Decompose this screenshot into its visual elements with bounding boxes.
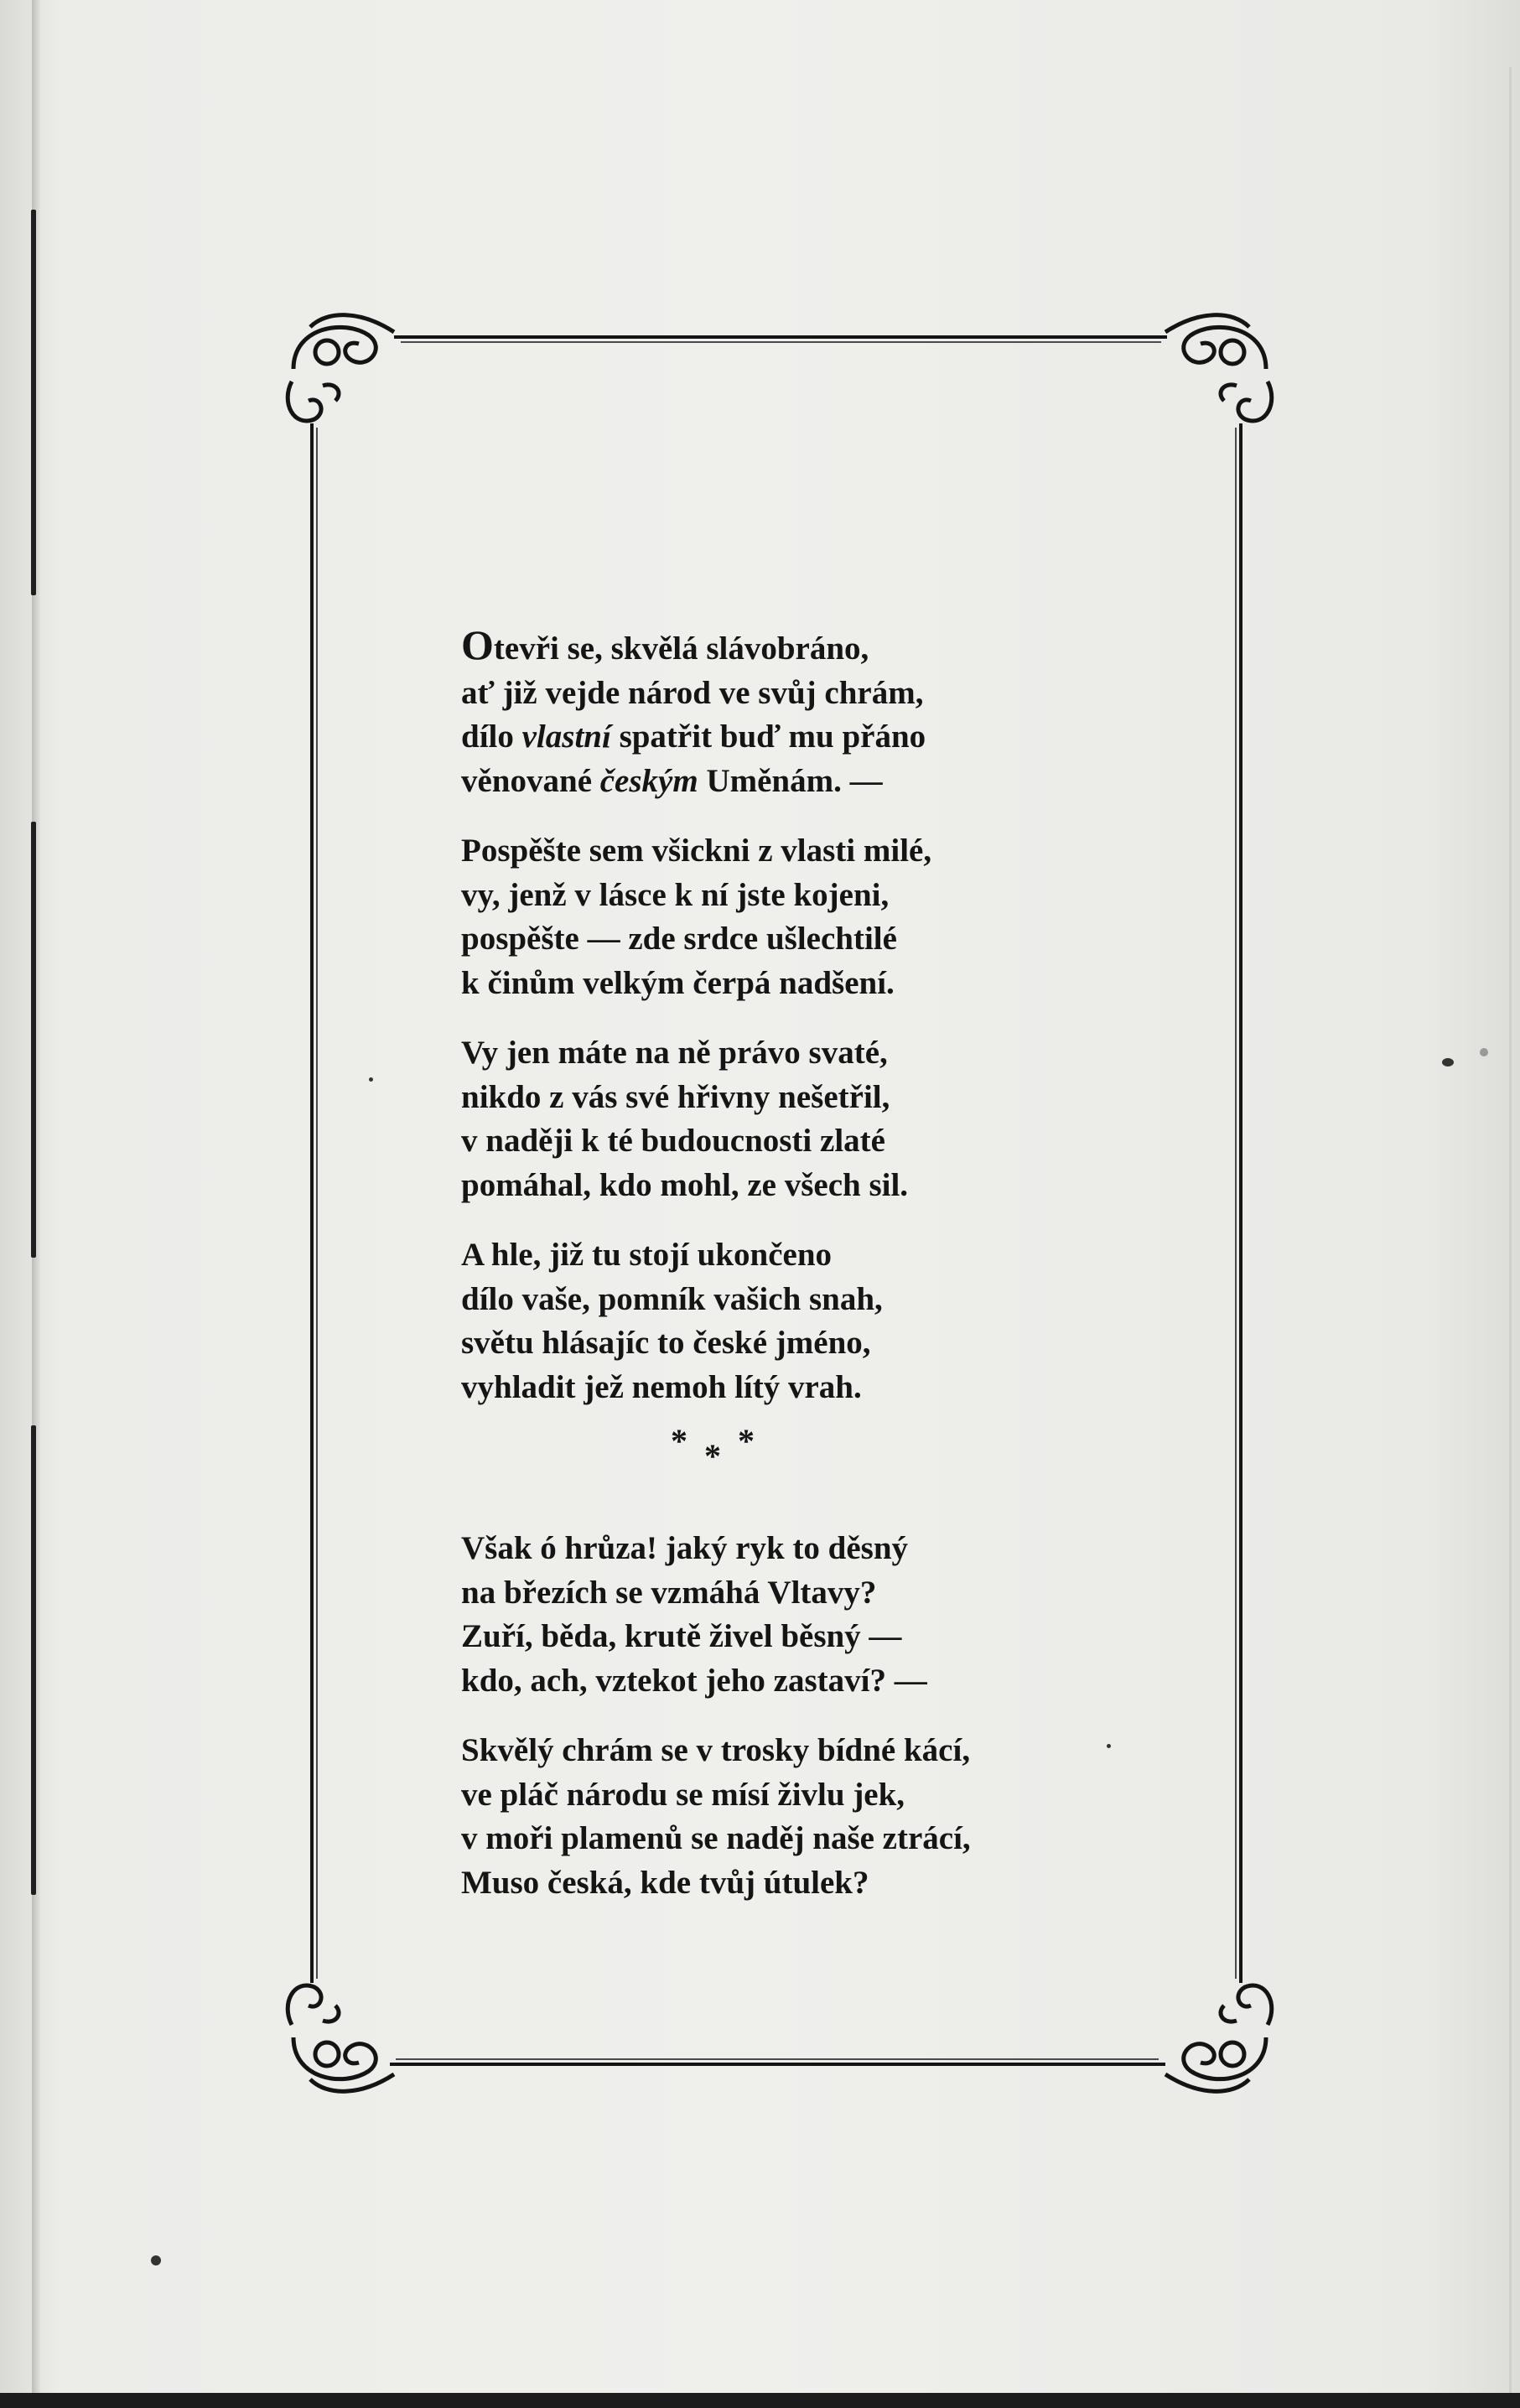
poem-line-text: věnované [461,762,600,799]
poem-line-text: tevři se, skvělá slávobráno, [493,631,869,667]
poem-line: A hle, již tu stojí ukončeno [461,1237,833,1273]
poem-line: Však ó hrůza! jaký ryk to děsný [461,1530,909,1566]
section-divider [461,1419,931,1478]
emphasis-text: vlastní [521,719,611,755]
poem-line-text: spatřit buď mu přáno [610,719,926,755]
poem-line: v naději k té budoucnosti zlaté [461,1123,885,1159]
corner-ornament-bottom-left [288,1985,394,2091]
poem-line: vy, jenž v lásce k ní jste kojeni, [461,876,890,913]
poem-line: dílo vaše, pomník vašich snah, [461,1280,883,1317]
stanza [461,1233,1149,1409]
page-edge [1509,67,1512,2398]
stanza [461,1527,1149,1703]
page-bottom-edge [0,2393,1520,2408]
asterisk: * [671,1422,687,1460]
poem-line: Muso česká, kde tvůj útulek? [461,1864,869,1901]
poem-line: pospěšte — zde srdce ušlechtilé [461,921,897,957]
poem-line-text: Uměnám. — [698,762,883,799]
corner-ornament-top-right [1165,315,1272,421]
poem-line: Vy jen máte na ně právo svaté, [461,1035,888,1071]
stanza [461,829,1149,1005]
poem-line: kdo, ach, vztekot jeho zastaví? — [461,1662,927,1699]
stanza [461,621,1149,803]
ink-speck [1442,1058,1454,1066]
corner-ornament-top-left [288,315,394,421]
stanza [461,1729,1149,1905]
poem-line: ať již vejde národ ve svůj chrám, [461,674,924,711]
poem-line [461,760,1149,804]
corner-ornament-bottom-right [1165,1985,1272,2091]
ink-speck [1480,1048,1488,1056]
poem-line: Skvělý chrám se v trosky bídné kácí, [461,1732,971,1768]
drop-cap: O [461,621,494,668]
emphasis-text: českým [599,762,698,799]
poem-line: v moři plamenů se naděj naše ztrácí, [461,1820,971,1856]
poem-line: nikdo z vás své hřivny nešetřil, [461,1078,890,1115]
poem-line: ve pláč národu se mísí živlu jek, [461,1776,905,1813]
poem-line-text: dílo [461,719,522,755]
poem-line [461,715,1149,760]
stanza [461,1031,1149,1207]
poem-line: světu hlásajíc to české jméno, [461,1325,871,1361]
poem-line: pomáhal, kdo mohl, ze všech sil. [461,1166,909,1203]
poem-line: na březích se vzmáhá Vltavy? [461,1574,877,1611]
ink-speck [151,2255,161,2265]
poem-line: Pospěšte sem všickni z vlasti milé, [461,833,932,869]
poem-line: k činům velkým čerpá nadšení. [461,964,895,1001]
poem-line: vyhladit jež nemoh lítý vrah. [461,1368,862,1405]
poem-line: Zuří, běda, krutě živel běsný — [461,1618,902,1654]
poem-line [461,621,1149,672]
poem-text [461,621,1149,1931]
binding-mark [31,210,36,595]
binding-mark [31,822,36,1258]
asterisk: * [704,1437,721,1475]
asterisk: * [738,1422,755,1460]
binding-mark [31,1425,36,1895]
